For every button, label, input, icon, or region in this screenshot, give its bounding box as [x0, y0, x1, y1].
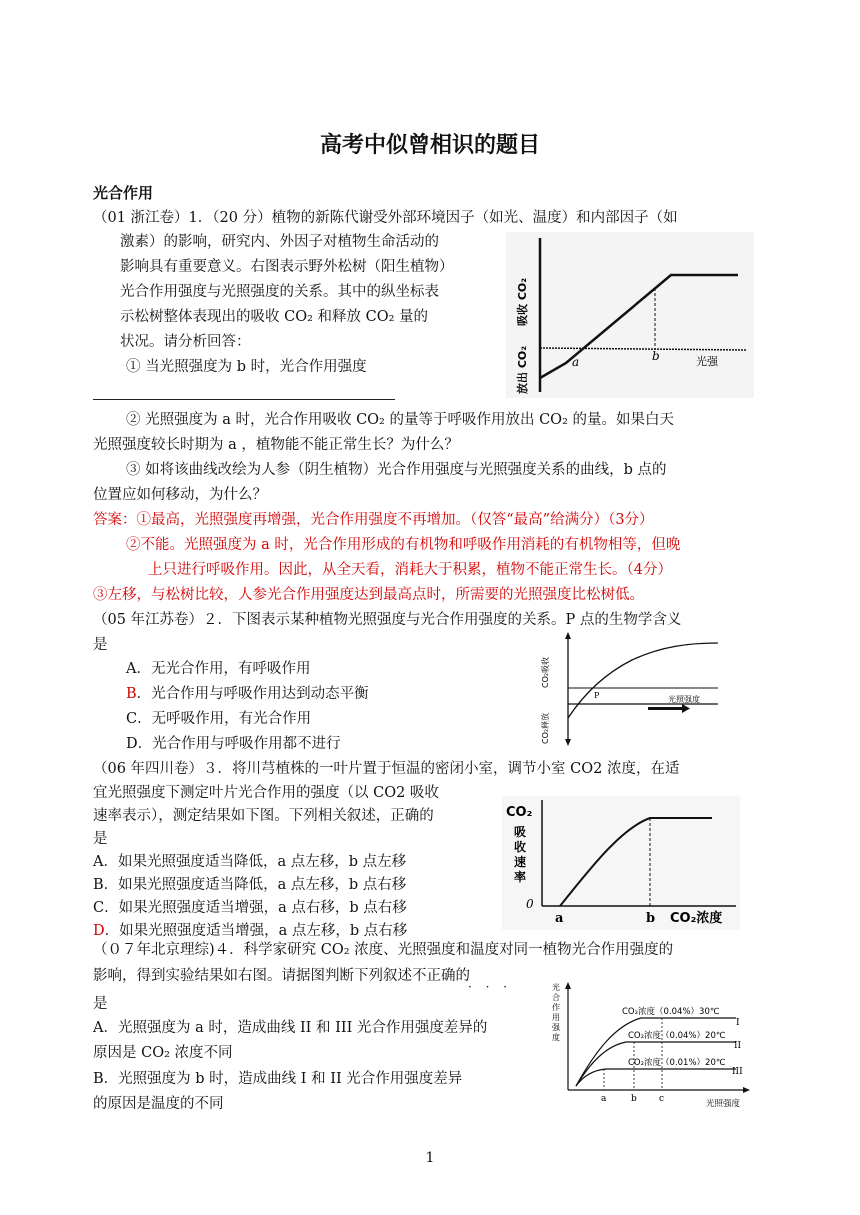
- curve-2-label: CO₂浓度（0.04%）20℃: [628, 1031, 726, 1041]
- ylabel-char: 光: [552, 983, 560, 992]
- option-letter: D: [93, 923, 105, 939]
- q3-option-a: [93, 852, 406, 872]
- option-letter: C: [126, 711, 138, 727]
- q1-line: 影响具有重要意义。右图表示野外松树（阳生植物）: [120, 259, 454, 275]
- q3-line: （06 年四川卷）３．将川芎植株的一叶片置于恒温的密闭小室，调节小室 CO2 浓度，在适: [93, 761, 680, 777]
- option-text: ．光合作用与呼吸作用都不进行: [137, 736, 341, 752]
- q1-line: ② 光照强度为 a 时，光合作用吸收 CO₂ 的量等于呼吸作用放出 CO₂ 的量。如果白天: [126, 412, 674, 428]
- q1-line: 状况。请分析回答：: [120, 334, 251, 350]
- x-arrow: [743, 1087, 750, 1093]
- option-letter: B: [126, 686, 137, 702]
- option-text: ．如果光照强度适当增强，a 点右移，b 点右移: [104, 900, 407, 916]
- q1-line: 光合作用强度与光照强度的关系。其中的纵坐标表: [120, 284, 439, 300]
- ylabel-char: 收: [514, 840, 527, 854]
- q1-line: 位置应如何移动，为什么？: [93, 487, 267, 503]
- q1-answer-line: 上只进行呼吸作用。因此，从全天看，消耗大于积累，植物不能正常生长。（4分）: [148, 562, 672, 578]
- x-tick-c: c: [659, 1094, 665, 1104]
- figure-background: [502, 796, 740, 930]
- page-number: 1: [425, 1150, 435, 1166]
- option-letter: D: [126, 736, 138, 752]
- ylabel-release: CO₂释放: [541, 712, 550, 744]
- ylabel-absorb: 吸收 CO₂: [516, 277, 529, 326]
- answer-blank-line: [93, 399, 395, 400]
- q3-option-d: [93, 921, 407, 941]
- y-arrow-up: [565, 632, 571, 639]
- q3-option-b: [93, 875, 406, 895]
- curve-1-label: CO₂浓度（0.04%）30℃: [622, 1007, 720, 1017]
- ylabel-char: 吸: [514, 825, 527, 839]
- q2-line: 是: [93, 637, 108, 653]
- curve-2-roman: II: [734, 1041, 742, 1051]
- q4-line: B．光照强度为 b 时，造成曲线 I 和 II 光合作用强度差异: [93, 1071, 463, 1087]
- x-tick-b: b: [631, 1094, 637, 1104]
- ylabel-char: 率: [514, 870, 527, 884]
- q3-figure: [502, 796, 740, 930]
- point-b-label: b: [646, 911, 656, 926]
- curve-3: [576, 1069, 736, 1086]
- point-p-label: P: [594, 691, 600, 700]
- option-letter: A: [93, 854, 104, 870]
- q2-line: （05 年江苏卷）２．下图表示某种植物光照强度与光合作用强度的关系。P 点的生物学含义: [93, 612, 682, 628]
- q4-line: （０７年北京理综)４．科学家研究 CO₂ 浓度、光照强度和温度对同一植物光合作用强度的: [93, 942, 674, 958]
- curve-3-label: CO₂浓度（0.01%）20℃: [628, 1058, 726, 1068]
- option-text: ．如果光照强度适当降低，a 点左移，b 点右移: [103, 877, 407, 893]
- q1-answer-line: ③左移，与松树比较，人参光合作用强度达到最高点时，所需要的光照强度比松树低。: [93, 587, 644, 603]
- ylabel-co2: CO₂: [506, 805, 533, 820]
- ylabel-char: 强: [552, 1023, 560, 1032]
- ylabel-absorb: CO₂吸收: [541, 656, 550, 688]
- q3-line: 速率表示），测定结果如下图。下列相关叙述，正确的: [93, 808, 434, 824]
- xlabel-light: 光强: [696, 355, 718, 368]
- option-text: ．无呼吸作用，有光合作用: [137, 711, 312, 727]
- emphasis-dots: · · ·: [468, 980, 513, 994]
- xlabel-light: 光照强度: [706, 1099, 741, 1109]
- option-text: ．无光合作用，有呼吸作用: [136, 661, 311, 677]
- y-arrow-down: [565, 739, 571, 746]
- xlabel-co2-concentration: CO₂浓度: [670, 911, 723, 926]
- q1-line: 激素）的影响，研究内、外因子对植物生命活动的: [120, 234, 439, 250]
- figure-background: [506, 232, 754, 398]
- option-letter: C: [93, 900, 105, 916]
- ylabel-char: 速: [514, 855, 527, 869]
- origin-label: 0: [526, 897, 534, 911]
- option-text: ．如果光照强度适当增强，a 点左移，b 点右移: [104, 923, 408, 939]
- x-tick-a: a: [601, 1094, 607, 1104]
- option-letter: A: [126, 661, 137, 677]
- q1-answer-line: 答案：①最高，光照强度再增强，光合作用强度不再增加。（仅答“最高”给满分）（3分）: [93, 512, 654, 528]
- q4-line: 是: [93, 996, 108, 1012]
- point-b-label: b: [652, 349, 660, 363]
- curve-1-roman: I: [736, 1018, 740, 1028]
- option-text: ．如果光照强度适当降低，a 点左移，b 点左移: [103, 854, 407, 870]
- q4-line: 的原因是温度的不同: [93, 1096, 224, 1112]
- ylabel-char: 度: [552, 1033, 560, 1042]
- q4-line: 原因是 CO₂ 浓度不同: [93, 1045, 233, 1061]
- option-letter: B: [93, 877, 104, 893]
- q2-figure: [532, 630, 732, 748]
- q1-line: 示松树整体表现出的吸收 CO₂ 和释放 CO₂ 量的: [120, 309, 429, 325]
- q1-line: ③ 如将该曲线改绘为人参（阴生植物）光合作用强度与光照强度关系的曲线，b 点的: [126, 462, 667, 478]
- ylabel-release: 放出 CO₂: [516, 345, 529, 394]
- option-text: ．光合作用与呼吸作用达到动态平衡: [136, 686, 369, 702]
- x-arrow: [648, 704, 690, 713]
- q2-option-b: [126, 684, 369, 704]
- q4-line: 影响，得到实验结果如右图。请据图判断下列叙述不正确的: [93, 968, 470, 984]
- q3-option-c: [93, 898, 407, 918]
- q1-line: （01 浙江卷）1．（20 分）植物的新陈代谢受外部环境因子（如光、温度）和内部因子（如: [93, 210, 678, 226]
- page-title: 高考中似曾相识的题目: [319, 133, 540, 158]
- q4-figure: [546, 970, 786, 1112]
- ylabel-char: 作: [552, 1003, 560, 1012]
- section-heading: 光合作用: [93, 184, 154, 202]
- curve-1: [576, 1018, 736, 1086]
- ylabel-char: 合: [552, 993, 560, 1002]
- q1-line: ① 当光照强度为 b 时，光合作用强度: [126, 359, 367, 375]
- xlabel-light: 光照强度: [668, 695, 700, 704]
- q1-answer-line: ②不能。光照强度为 a 时，光合作用形成的有机物和呼吸作用消耗的有机物相等，但晚: [126, 537, 681, 553]
- q2-option-a: [126, 659, 310, 679]
- point-a-label: a: [555, 911, 564, 926]
- q3-line: 宜光照强度下测定叶片光合作用的强度（以 CO2 吸收: [93, 785, 439, 801]
- curve: [568, 643, 718, 718]
- point-a-label: a: [572, 355, 580, 369]
- curve-3-roman: III: [732, 1067, 743, 1077]
- q2-option-c: [126, 709, 311, 729]
- q3-line: 是: [93, 831, 108, 847]
- q2-option-d: [126, 734, 341, 754]
- ylabel-char: 用: [552, 1013, 560, 1022]
- q1-line: 光照强度较长时期为 a ，植物能不能正常生长？为什么？: [93, 437, 459, 453]
- y-arrow: [565, 982, 571, 989]
- q4-line: A．光照强度为 a 时，造成曲线 II 和 III 光合作用强度差异的: [93, 1020, 488, 1036]
- q1-figure: [506, 232, 754, 398]
